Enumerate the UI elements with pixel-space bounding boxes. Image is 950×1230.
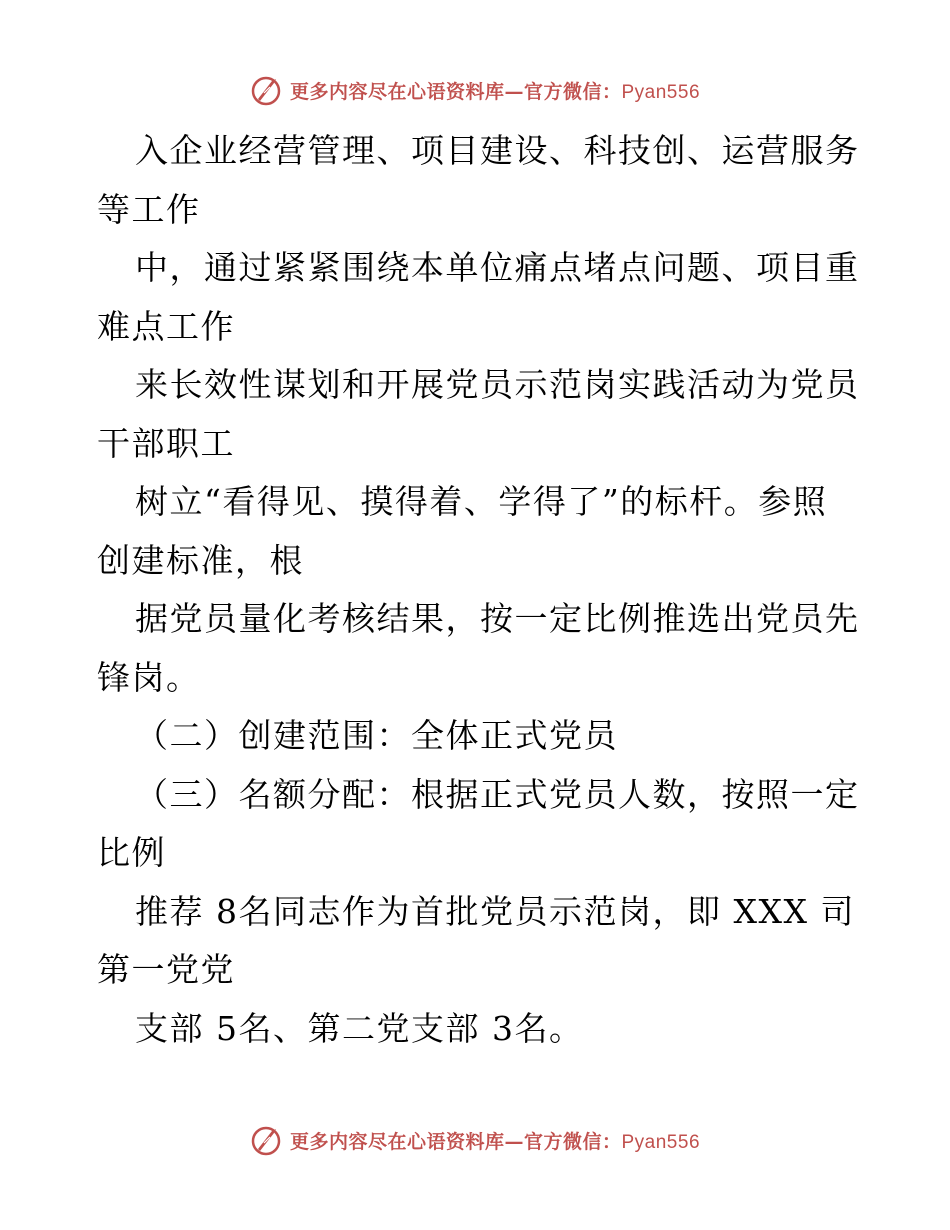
paragraph-line: 入企业经营管理、项目建设、科技创、运营服务 [135,131,860,170]
footer-watermark [0,1120,950,1160]
paragraph-line: 第一党党 [97,950,235,989]
watermark-text: 更多内容尽在心语资料库—官方微信：Pyan556 [289,1130,701,1153]
section-heading-quota: （三）名额分配：根据正式党员人数，按照一定 [135,774,860,814]
header-watermark [0,70,950,110]
paragraph-line: 支部 5名、第二党支部 3名。 [135,1008,584,1048]
quill-pen-icon [250,73,284,107]
watermark-handle: Pyan556 [621,1131,701,1153]
quill-pen-icon [250,1123,284,1157]
paragraph-line: 树立“看得见、摸得着、学得了”的标杆。参照 [135,482,828,521]
paragraph-line: 来长效性谋划和开展党员示范岗实践活动为党员 [135,365,860,404]
section-heading-scope: （二）创建范围：全体正式党员 [135,716,618,755]
watermark-text: 更多内容尽在心语资料库—官方微信：Pyan556 [289,80,701,103]
paragraph-line: 据党员量化考核结果，按一定比例推选出党员先 [135,599,860,638]
watermark-handle: Pyan556 [621,81,701,103]
paragraph-line: 比例 [97,833,166,872]
paragraph-line: 干部职工 [97,423,235,463]
paragraph-line: 中，通过紧紧围绕本单位痛点堵点问题、项目重 [135,248,860,287]
document-body [97,122,860,1058]
paragraph-line: 推荐 8名同志作为首批党员示范岗，即 XXX 司 [135,891,855,931]
paragraph-line: 等工作 [97,189,201,229]
paragraph-line: 创建标准，根 [97,540,304,580]
paragraph-line: 锋岗。 [97,657,201,697]
paragraph-line: 难点工作 [97,306,235,346]
